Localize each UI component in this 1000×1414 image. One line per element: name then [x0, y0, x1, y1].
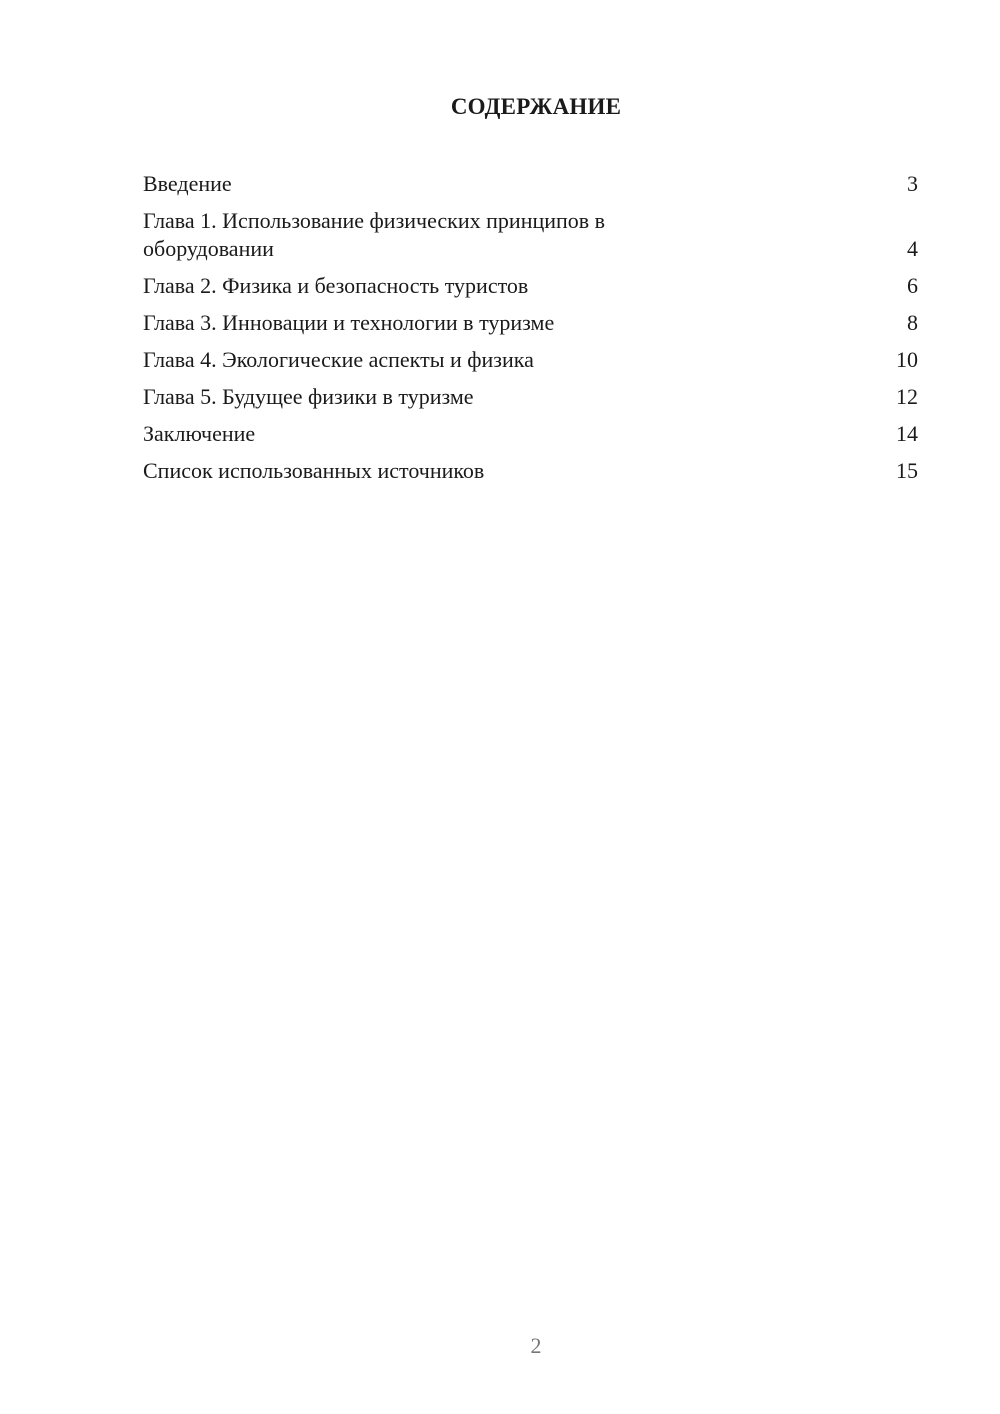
toc-entry-chapter-4 — [143, 346, 918, 374]
toc-entry-introduction — [143, 170, 918, 198]
toc-entry-label: Глава 2. Физика и безопасность туристов — [143, 273, 529, 298]
toc-entry-page: 8 — [907, 310, 918, 335]
toc-entry-label: Введение — [143, 171, 232, 196]
toc-entry-page: 15 — [896, 458, 918, 483]
toc-entry-page: 6 — [907, 273, 918, 298]
toc-entry-chapter-1 — [143, 207, 918, 263]
toc-entry-conclusion — [143, 420, 918, 448]
toc-entry-references — [143, 457, 918, 485]
toc-entry-page: 14 — [896, 421, 918, 446]
toc-entry-label: Список использованных источников — [143, 458, 485, 483]
toc-entry-chapter-3 — [143, 309, 918, 337]
toc-entry-label: Глава 4. Экологические аспекты и физика — [143, 347, 534, 372]
page-number: 2 — [530, 1333, 542, 1358]
table-of-contents — [143, 170, 918, 494]
toc-entry-chapter-5 — [143, 383, 918, 411]
toc-entry-label: Глава 1. Использование физических принципов в оборудовании — [143, 208, 606, 261]
toc-entry-label: Глава 5. Будущее физики в туризме — [143, 384, 474, 409]
toc-entry-page: 4 — [907, 236, 918, 261]
toc-entry-label: Глава 3. Инновации и технологии в туризме — [143, 310, 555, 335]
toc-entry-page: 12 — [896, 384, 918, 409]
toc-entry-page: 10 — [896, 347, 918, 372]
toc-entry-label: Заключение — [143, 421, 256, 446]
toc-title: СОДЕРЖАНИЕ — [450, 94, 622, 119]
toc-entry-page: 3 — [907, 171, 918, 196]
toc-entry-chapter-2 — [143, 272, 918, 300]
